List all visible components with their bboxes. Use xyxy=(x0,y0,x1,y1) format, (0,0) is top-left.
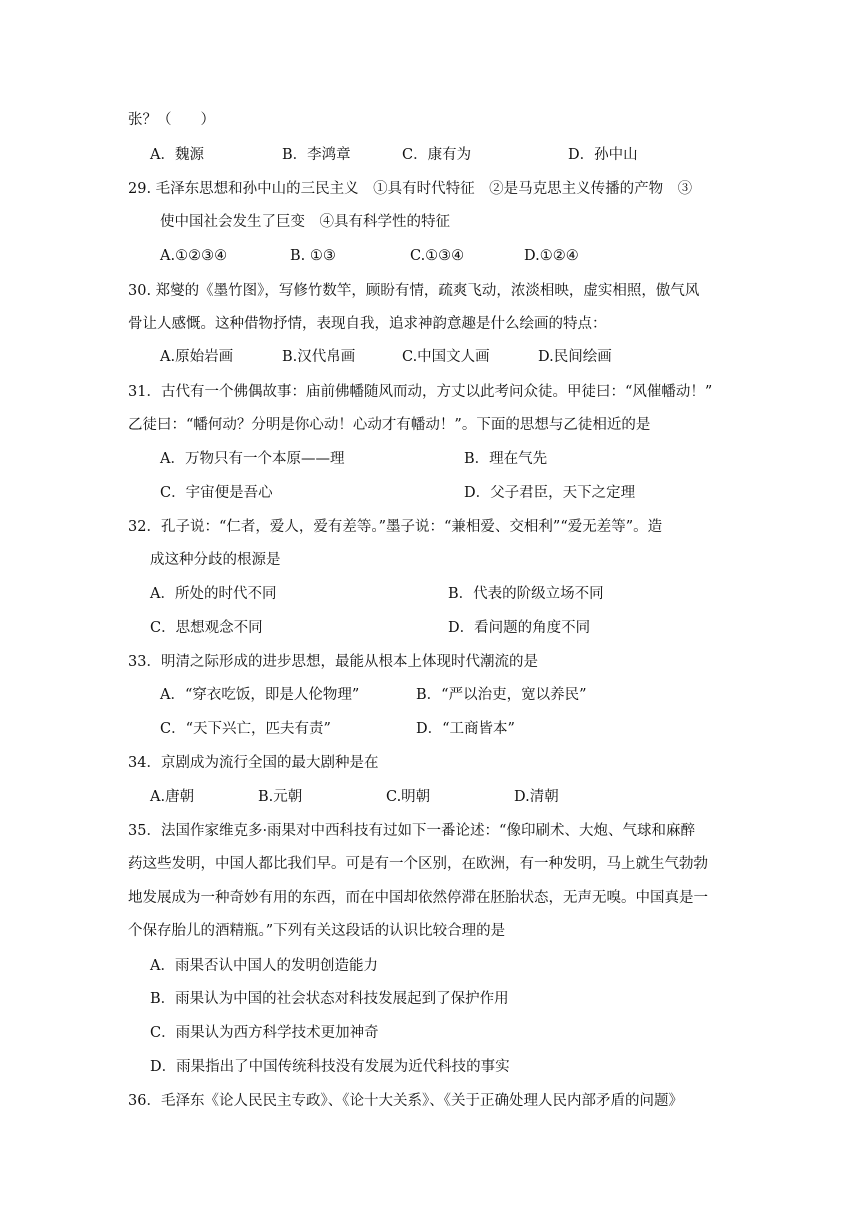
q30-option-c: C.中国文人画 xyxy=(402,349,490,365)
q29-option-d: D.①②④ xyxy=(524,248,579,264)
q30-option-d: D.民间绘画 xyxy=(538,349,612,365)
q29-option-c: C.①③④ xyxy=(410,248,465,264)
q35-stem-line1: 35．法国作家维克多·雨果对中西科技有过如下一番论述：“像印刷术、大炮、气球和麻醉 xyxy=(128,823,695,839)
q34-option-d: D.清朝 xyxy=(514,789,559,805)
q31-stem-line1: 31．古代有一个佛偶故事：庙前佛幡随风而动，方丈以此考问众徒。甲徒曰：“风催幡动！” xyxy=(128,384,713,400)
q33-option-c: C．“天下兴亡，匹夫有责” xyxy=(160,721,331,737)
q31-stem-line2: 乙徒曰：“幡何动？分明是你心动！心动才有幡动！”。下面的思想与乙徒相近的是 xyxy=(128,417,651,433)
q29-option-a: A.①②③④ xyxy=(160,248,228,264)
q28-tail: 张？（ ） xyxy=(128,112,215,128)
q35-stem-line3: 地发展成为一种奇妙有用的东西，而在中国却依然停滞在胚胎状态，无声无嗅。中国真是一 xyxy=(128,890,708,906)
q35-stem-line4: 个保存胎儿的酒精瓶。”下列有关这段话的认识比较合理的是 xyxy=(128,923,506,939)
q36-stem-line1: 36．毛泽东《论人民民主专政》、《论十大关系》、《关于正确处理人民内部矛盾的问题》 xyxy=(128,1093,683,1109)
q32-option-b: B．代表的阶级立场不同 xyxy=(448,586,604,602)
q28-option-a: A．魏源 xyxy=(150,147,204,163)
q33-stem-line1: 33．明清之际形成的进步思想，最能从根本上体现时代潮流的是 xyxy=(128,654,538,670)
q35-option-b: B．雨果认为中国的社会状态对科技发展起到了保护作用 xyxy=(150,991,509,1007)
q29-option-b: B. ①③ xyxy=(290,248,336,264)
q30-stem-line1: 30. 郑燮的《墨竹图》，写修竹数竿，顾盼有情，疏爽飞动，浓淡相映，虚实相照，傲气风 xyxy=(128,283,700,299)
q35-option-d: D．雨果指出了中国传统科技没有发展为近代科技的事实 xyxy=(150,1059,510,1075)
q35-option-a: A．雨果否认中国人的发明创造能力 xyxy=(150,958,378,974)
q30-option-a: A.原始岩画 xyxy=(160,349,234,365)
q32-stem-line2: 成这种分歧的根源是 xyxy=(150,552,281,568)
q32-option-d: D．看问题的角度不同 xyxy=(448,620,591,636)
q32-option-a: A．所处的时代不同 xyxy=(150,586,277,602)
q34-option-a: A.唐朝 xyxy=(150,789,195,805)
q30-stem-line2: 骨让人感慨。这种借物抒情，表现自我，追求神韵意趣是什么绘画的特点： xyxy=(128,316,607,332)
q34-stem-line1: 34．京剧成为流行全国的最大剧种是在 xyxy=(128,755,379,771)
q28-option-b: B．李鸿章 xyxy=(282,147,351,163)
q30-option-b: B.汉代帛画 xyxy=(282,349,356,365)
q35-stem-line2: 药这些发明，中国人都比我们早。可是有一个区别，在欧洲，有一种发明，马上就生气勃勃 xyxy=(128,856,708,872)
q31-option-a: A．万物只有一个本原——理 xyxy=(160,451,345,467)
q34-option-c: C.明朝 xyxy=(386,789,431,805)
q32-stem-line1: 32．孔子说：“仁者，爱人，爱有差等。”墨子说：“兼相爱、交相利”“爱无差等”。造 xyxy=(128,519,663,535)
q33-option-b: B．“严以治吏，宽以养民” xyxy=(416,687,587,703)
q35-option-c: C．雨果认为西方科学技术更加神奇 xyxy=(150,1025,379,1041)
q31-option-b: B．理在气先 xyxy=(464,451,548,467)
q33-option-a: A．“穿衣吃饭，即是人伦物理” xyxy=(160,687,360,703)
q34-option-b: B.元朝 xyxy=(258,789,303,805)
q29-stem-line1: 29. 毛泽东思想和孙中山的三民主义 ①具有时代特征 ②是马克思主义传播的产物 ③ xyxy=(128,181,693,197)
q31-option-d: D．父子君臣，天下之定理 xyxy=(464,485,636,501)
q29-stem-line2: 使中国社会发生了巨变 ④具有科学性的特征 xyxy=(160,214,450,230)
q33-option-d: D．“工商皆本” xyxy=(416,721,515,737)
q32-option-c: C．思想观念不同 xyxy=(150,620,263,636)
q28-option-d: D．孙中山 xyxy=(568,147,638,163)
q31-option-c: C．宇宙便是吾心 xyxy=(160,485,273,501)
q28-option-c: C．康有为 xyxy=(402,147,472,163)
